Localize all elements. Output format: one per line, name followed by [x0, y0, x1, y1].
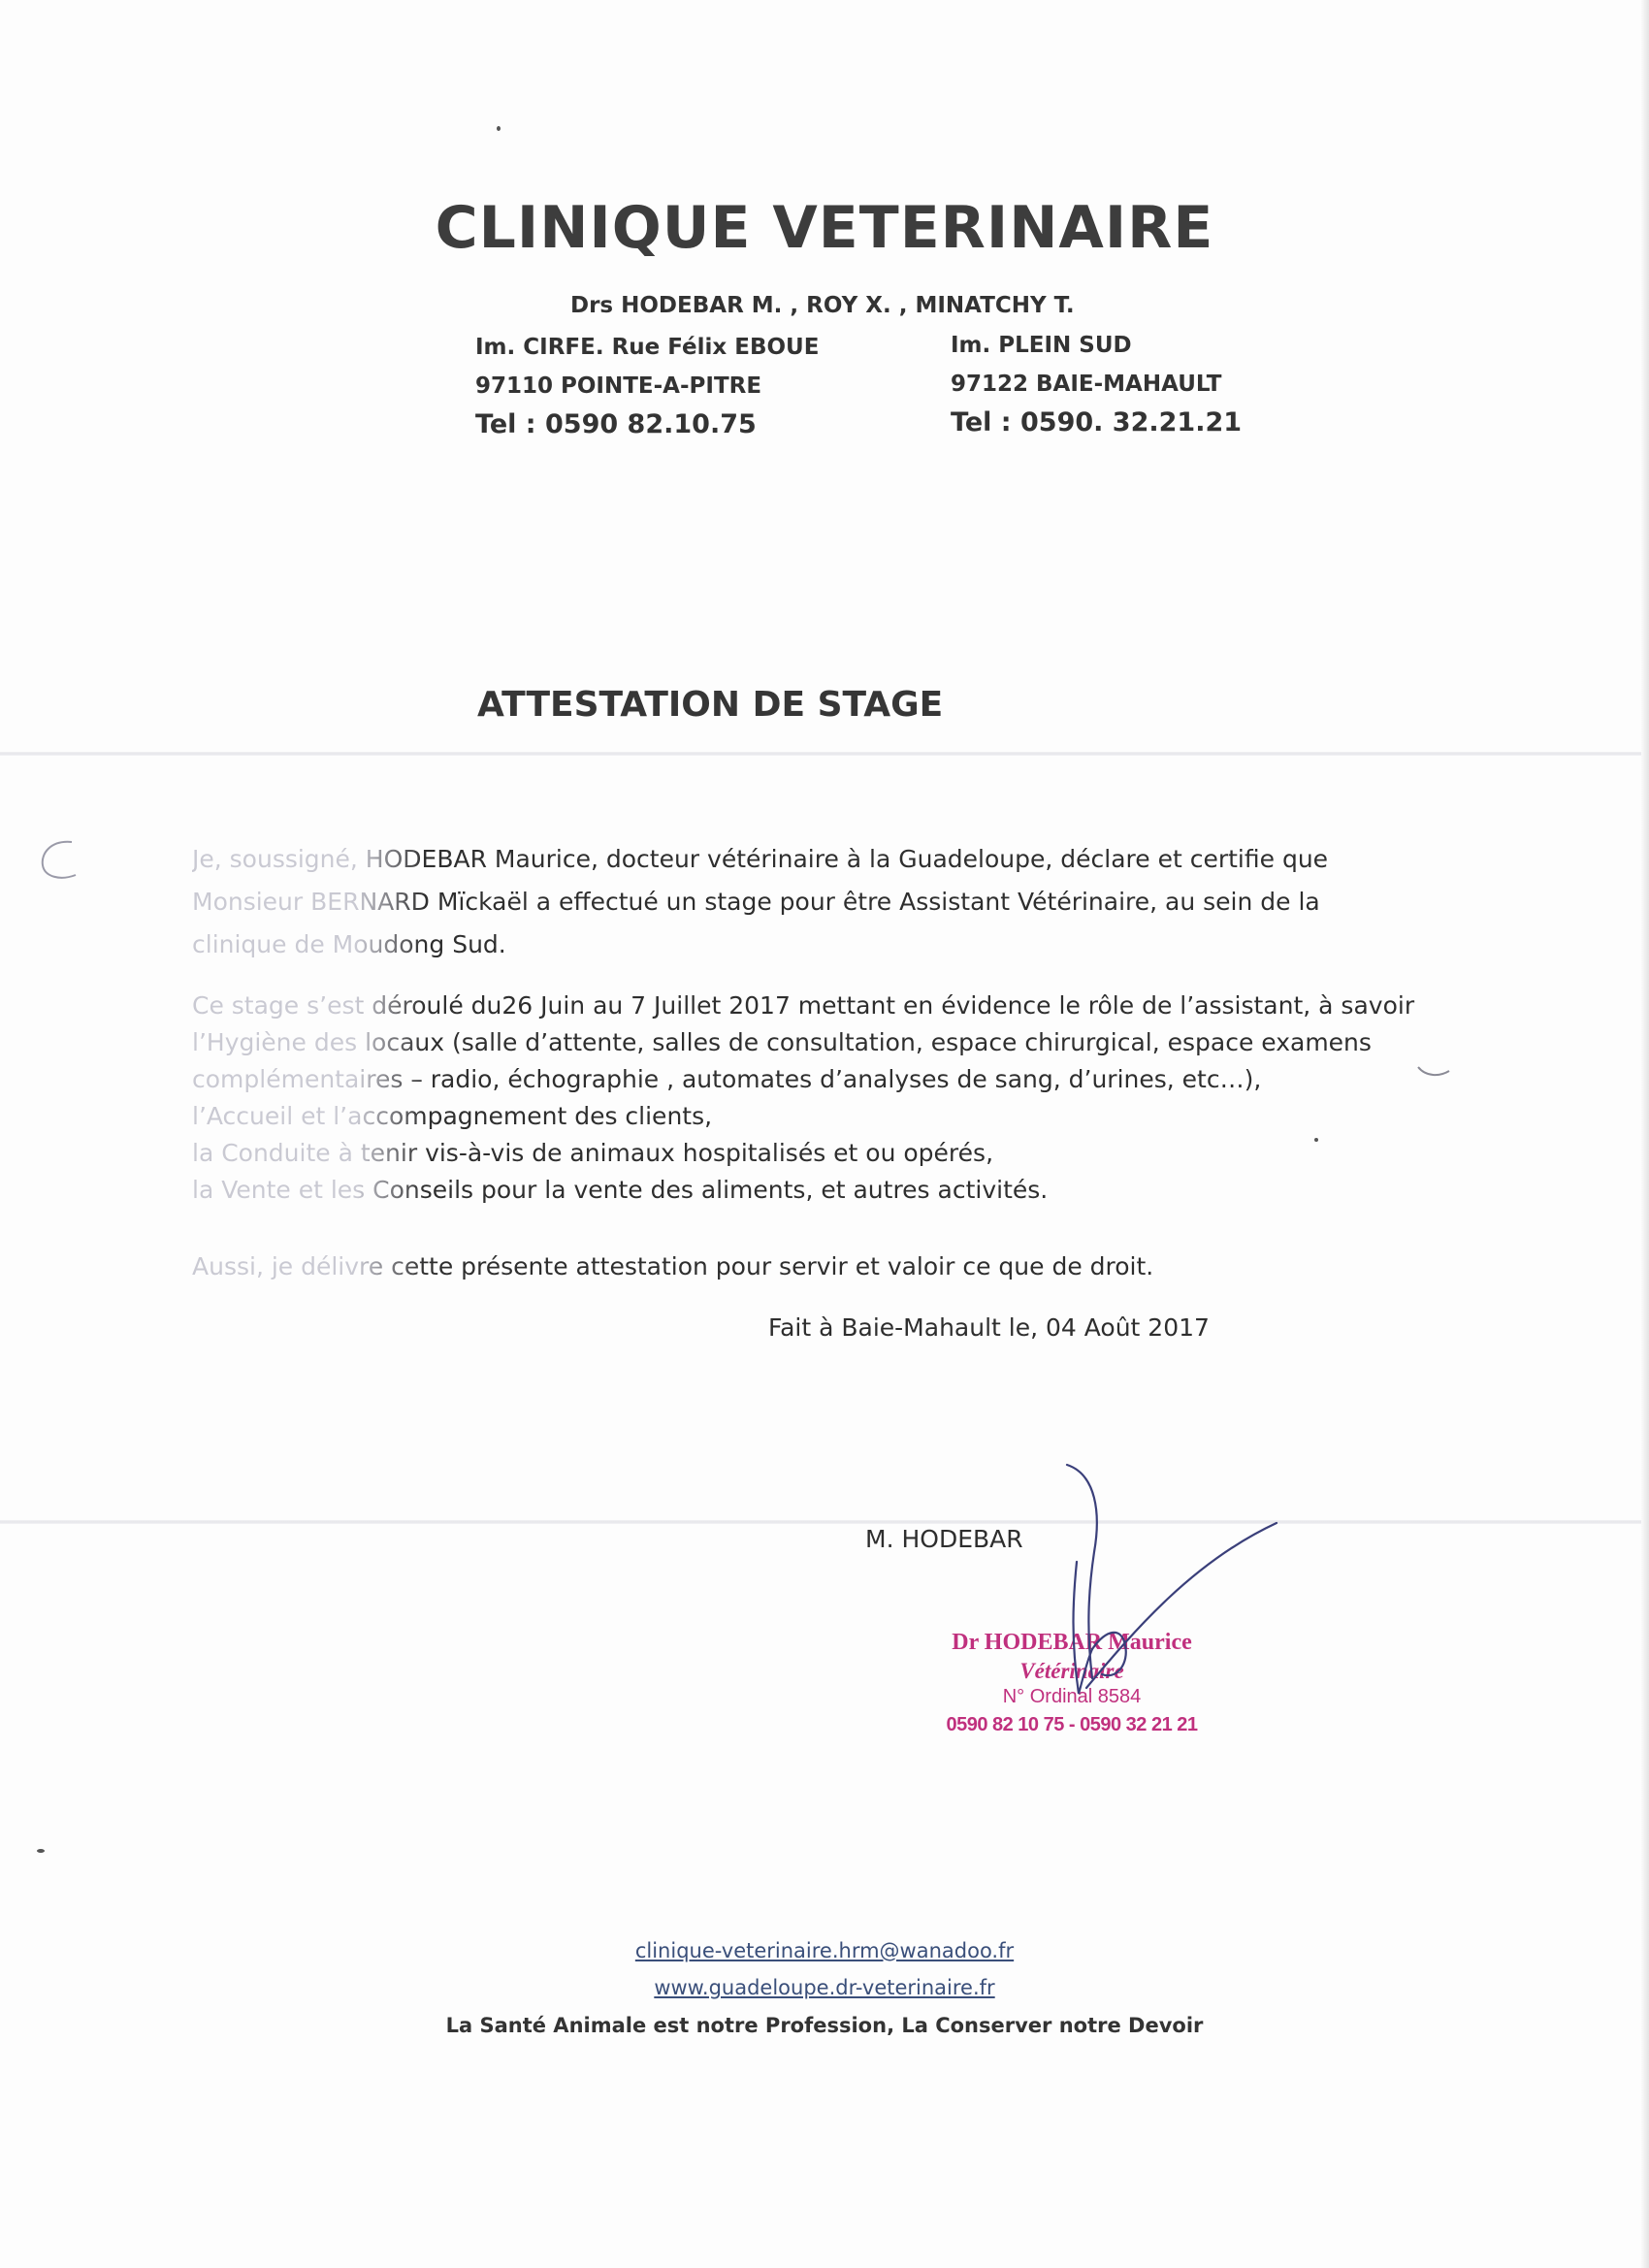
- signatory-name: M. HODEBAR: [865, 1525, 1023, 1553]
- address-line: Im. CIRFE. Rue Félix EBOUE: [475, 335, 820, 360]
- paragraph-certification: [192, 838, 1453, 966]
- place-and-date: Fait à Baie-Mahault le, 04 Août 2017: [768, 1313, 1210, 1342]
- address-line: 97122 BAIE-MAHAULT: [951, 372, 1222, 397]
- handwritten-signature: [1028, 1455, 1280, 1717]
- text-line: la Vente et les Conseils pour la vente des aliments, et autres activités.: [192, 1172, 1453, 1209]
- text-line: l’Hygiène des locaux (salle d’attente, salles de consultation, espace chirurgical, espace examens: [192, 1024, 1453, 1061]
- scan-speck: [497, 126, 501, 131]
- doctors-list: Drs HODEBAR M. , ROY X. , MINATCHY T.: [570, 293, 1075, 318]
- scan-speck: [37, 1849, 45, 1853]
- punch-hole-mark: [33, 836, 81, 885]
- fold-line: [0, 752, 1649, 756]
- phone-number: Tel : 0590. 32.21.21: [951, 407, 1243, 437]
- stamp-phones: 0590 82 10 75 - 0590 32 21 21: [946, 1714, 1198, 1735]
- paragraph-internship-details: [192, 988, 1453, 1209]
- phone-number: Tel : 0590 82.10.75: [475, 409, 757, 439]
- clinic-tagline: La Santé Animale est notre Profession, La Conserver notre Devoir: [445, 2014, 1204, 2037]
- text-line: complémentaires – radio, échographie , automates d’analyses de sang, d’urines, etc…),: [192, 1061, 1453, 1098]
- stamp-title: Vétérinaire: [1019, 1659, 1124, 1683]
- stamp-ordinal-number: N° Ordinal 8584: [1002, 1686, 1142, 1707]
- text-line: clinique de Moudong Sud.: [192, 923, 1453, 966]
- text-line: Monsieur BERNARD Mïckaël a effectué un stage pour être Assistant Vétérinaire, au sein de la: [192, 881, 1453, 923]
- text-line: l’Accueil et l’accompagnement des clients,: [192, 1098, 1453, 1135]
- email-link[interactable]: clinique-veterinaire.hrm@wanadoo.fr: [634, 1939, 1015, 1962]
- address-line: Im. PLEIN SUD: [951, 333, 1132, 358]
- address-line: 97110 POINTE-A-PITRE: [475, 373, 762, 399]
- footer: [0, 1932, 1649, 2045]
- right-address-block: [951, 326, 1242, 442]
- left-address-block: [475, 328, 819, 444]
- clinic-name: CLINIQUE VETERINAIRE: [435, 194, 1214, 262]
- text-line: Aussi, je délivre cette présente attestation pour servir et valoir ce que de droit.: [192, 1246, 1453, 1288]
- text-line: Ce stage s’est déroulé du26 Juin au 7 Juillet 2017 mettant en évidence le rôle de l’assistant, à savoir: [192, 988, 1453, 1024]
- document-title: ATTESTATION DE STAGE: [477, 685, 944, 725]
- text-line: Je, soussigné, HODEBAR Maurice, docteur vétérinaire à la Guadeloupe, déclare et certifie que: [192, 838, 1453, 881]
- paragraph-closing: [192, 1246, 1453, 1288]
- text-line: la Conduite à tenir vis-à-vis de animaux hospitalisés et ou opérés,: [192, 1135, 1453, 1172]
- stamp-name: Dr HODEBAR Maurice: [952, 1630, 1192, 1655]
- website-link[interactable]: www.guadeloupe.dr-veterinaire.fr: [654, 1976, 995, 1999]
- fold-line: [0, 1520, 1649, 1524]
- paper-edge: [1641, 0, 1649, 2268]
